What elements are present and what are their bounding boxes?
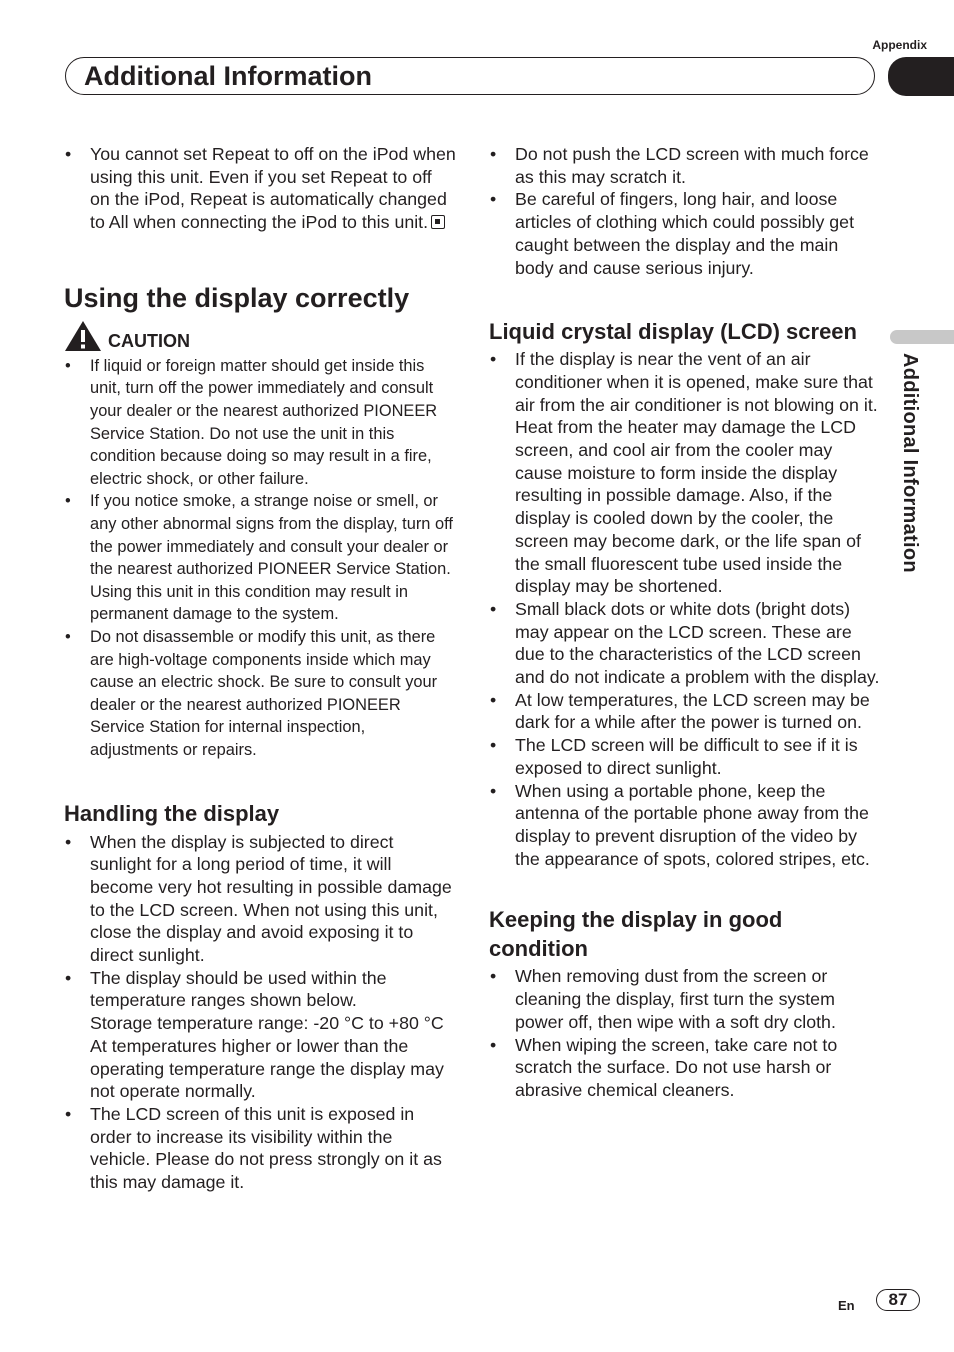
list-item: • The LCD screen of this unit is exposed in order to increase its visibility within the vehicle. Please do not press strongly on it as this may damage it. xyxy=(64,1103,456,1194)
list-item: • The LCD screen will be difficult to see if it is exposed to direct sunlight. xyxy=(489,734,881,779)
section-title: Using the display correctly xyxy=(64,282,410,313)
list-item: • At low temperatures, the LCD screen may be dark for a while after the power is turned on. xyxy=(489,689,881,734)
left-column xyxy=(64,143,456,1194)
list-item: • When the display is subjected to direct sunlight for a long period of time, it will become very hot resulting in possible damage to the LCD screen. When not using this unit, close the display and avoid exposing it to direct sunlight. xyxy=(64,831,456,967)
list-item: • When using a portable phone, keep the antenna of the portable phone away from the display to prevent disruption of the video by the appearance of spots, colored stripes, etc. xyxy=(489,780,881,871)
list-item: • You cannot set Repeat to off on the iPod when using this unit. Even if you set Repeat to off on the iPod, Repeat is automatically changed to All when connecting the iPod to this unit. xyxy=(64,143,456,234)
list-item: • If you notice smoke, a strange noise or smell, or any other abnormal signs from the display, turn off the power immediately and consult your dealer or the nearest authorized PIONEER Service Station. Using this unit in this condition may result in permanent damage to the system. xyxy=(64,490,456,626)
section-tab-marker xyxy=(888,57,954,96)
keeping-list xyxy=(489,965,881,1101)
language-label: En xyxy=(838,1298,855,1313)
warning-icon xyxy=(64,320,102,352)
side-tab-marker xyxy=(890,330,954,344)
intro-list xyxy=(64,143,456,234)
list-item: • If liquid or foreign matter should get inside this unit, turn off the power immediately and consult your dealer or the nearest authorized PIONEER Service Station. Do not use the unit in this condition because doing so may result in a fire, electric shock, or other failure. xyxy=(64,355,456,491)
end-mark-icon xyxy=(431,215,445,229)
right-column xyxy=(489,143,881,1102)
list-item: • If the display is near the vent of an air conditioner when it is opened, make sure that air from the air conditioner is not blowing on it. Heat from the heater may damage the LCD screen, and cool air from the cooler may cause moisture to form inside the display resulting in possible damage. Also, if the display is cooled down by the cooler, the screen may become dark, or the life span of the small fluorescent tube used inside the display may be shortened. xyxy=(489,348,881,598)
keeping-heading: Keeping the display in good condition xyxy=(489,907,783,962)
list-item: • When wiping the screen, take care not to scratch the surface. Do not use harsh or abrasive chemical cleaners. xyxy=(489,1034,881,1102)
caution-heading: CAUTION xyxy=(64,318,456,352)
list-item: • Small black dots or white dots (bright dots) may appear on the LCD screen. These are due to the characteristics of the LCD screen and do not indicate a problem with the display. xyxy=(489,598,881,689)
list-item: • Be careful of fingers, long hair, and loose articles of clothing which could possibly get caught between the display and the main body and cause serious injury. xyxy=(489,188,881,279)
handling-list xyxy=(64,831,456,1194)
temperature-note: At temperatures higher or lower than the operating temperature range the display may not operate normally. xyxy=(90,1035,444,1102)
lcd-list xyxy=(489,348,881,870)
list-item: • The display should be used within the temperature ranges shown below. Storage temperature range: -20 °C to +80 °C At temperatures higher or lower than the operating temperature range the display may not operate normally. xyxy=(64,967,456,1103)
appendix-label: Appendix xyxy=(872,38,927,52)
list-item: • Do not push the LCD screen with much force as this may scratch it. xyxy=(489,143,881,188)
list-item: • Do not disassemble or modify this unit, as there are high-voltage components inside which may cause an electric shock. Be sure to consult your dealer or the nearest authorized PIONEER Service Station for internal inspection, adjustments or repairs. xyxy=(64,626,456,762)
lcd-heading: Liquid crystal display (LCD) screen xyxy=(489,319,857,345)
top-list xyxy=(489,143,881,279)
page-number: 87 xyxy=(876,1289,920,1311)
caution-list xyxy=(64,355,456,762)
handling-heading: Handling the display xyxy=(64,800,280,826)
side-section-label: Additional Information xyxy=(899,353,921,573)
list-item: • When removing dust from the screen or cleaning the display, first turn the system power off, then wipe with a soft dry cloth. xyxy=(489,965,881,1033)
storage-range: Storage temperature range: -20 °C to +80 °C xyxy=(90,1013,444,1034)
page-header-title: Additional Information xyxy=(84,61,372,91)
